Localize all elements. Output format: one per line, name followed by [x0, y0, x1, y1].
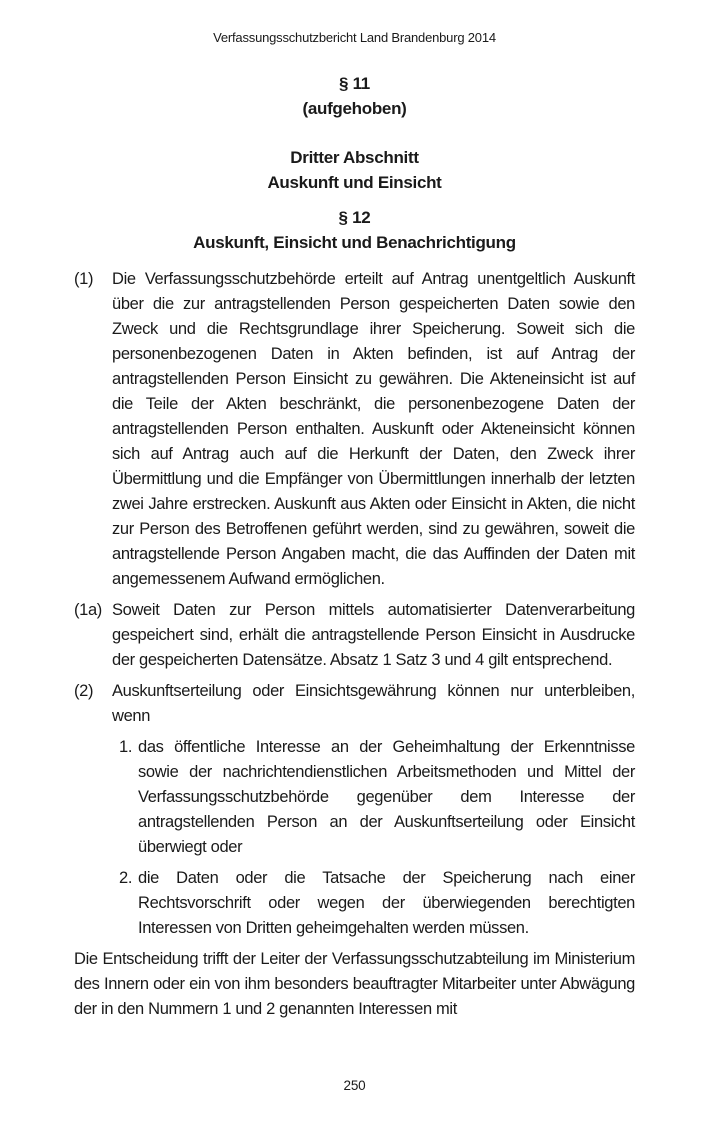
section-12-number: § 12 — [338, 208, 371, 227]
chapter-subtitle: Auskunft und Einsicht — [267, 173, 442, 192]
paragraph-label: (1) — [74, 270, 94, 288]
section-11-status: (aufgehoben) — [302, 99, 407, 118]
section-11-number: § 11 — [339, 74, 370, 93]
chapter-title: Dritter Abschnitt — [290, 148, 419, 167]
list-item-text: das öffentliche Interesse an der Geheimhaltung der Erkenntnisse sowie der nachrichtendienstlichen Arbeitsmethoden und Mittel der Verfassungsschutzbehörde gegenüber dem Interesse der antragstellenden Person an der Auskunftserteilung oder Einsicht überwiegt oder — [138, 738, 635, 856]
paragraph-text: Die Verfassungsschutzbehörde erteilt auf Antrag unentgeltlich Auskunft über die zur antragstellenden Person gespeicherten Daten sowie den Zweck und die Rechtsgrundlage ihrer Speicherung. Soweit sich die personenbezogenen Daten in Akten befinden, ist auf Antrag der antragstellenden Person Einsicht zu gewähren. Die Akteneinsicht ist auf die Teile der Akten beschränkt, die personenbezogene Daten der antragstellenden Person enthalten. Auskunft oder Akteneinsicht können sich auf Antrag auch auf die Herkunft der Daten, den Zweck ihrer Übermittlung und die Empfänger von Übermittlungen innerhalb der letzten zwei Jahre erstrecken. Auskunft aus Akten oder Einsicht in Akten, die nicht zur Person des Betroffenen geführt werden, sind zu gewähren, soweit die antragstellende Person Angaben macht, die das Auffinden der Daten mit angemessenem Aufwand ermöglichen. — [112, 270, 635, 588]
paragraph-2 — [74, 679, 635, 729]
list-item-number: 1. — [119, 738, 133, 756]
section-12-title: Auskunft, Einsicht und Benachrichtigung — [193, 233, 516, 252]
closing-paragraph: Die Entscheidung trifft der Leiter der Verfassungsschutzabteilung im Ministerium des Innern oder ein von ihm besonders beauftragter Mitarbeiter unter Abwägung der in den Nummern 1 und 2 genannten Interessen mit — [74, 950, 635, 1018]
paragraph-1 — [74, 267, 635, 592]
list-item-1 — [119, 735, 635, 860]
paragraph-label: (1a) — [74, 601, 102, 619]
paragraph-text: Soweit Daten zur Person mittels automatisierter Datenverarbeitung gespeichert sind, erhält die antragstellende Person Einsicht in Ausdrucke der gespeicherten Datensätze. Absatz 1 Satz 3 und 4 gilt entsprechend. — [112, 601, 635, 669]
chapter-heading — [74, 145, 635, 195]
page-number: 250 — [343, 1078, 366, 1093]
running-header: Verfassungsschutzbericht Land Brandenburg 2014 — [213, 30, 496, 45]
section-12-heading — [74, 205, 635, 255]
list-item-text: die Daten oder die Tatsache der Speicherung nach einer Rechtsvorschrift oder wegen der überwiegenden berechtigten Interessen von Dritten geheimgehalten werden müssen. — [138, 869, 635, 937]
paragraph-text: Auskunftserteilung oder Einsichtsgewährung können nur unterbleiben, wenn — [112, 682, 635, 725]
body-text — [74, 267, 635, 1022]
paragraph-1a — [74, 598, 635, 673]
paragraph-label: (2) — [74, 682, 94, 700]
list-item-2 — [119, 866, 635, 941]
list-item-number: 2. — [119, 869, 133, 887]
section-11-heading — [74, 71, 635, 121]
